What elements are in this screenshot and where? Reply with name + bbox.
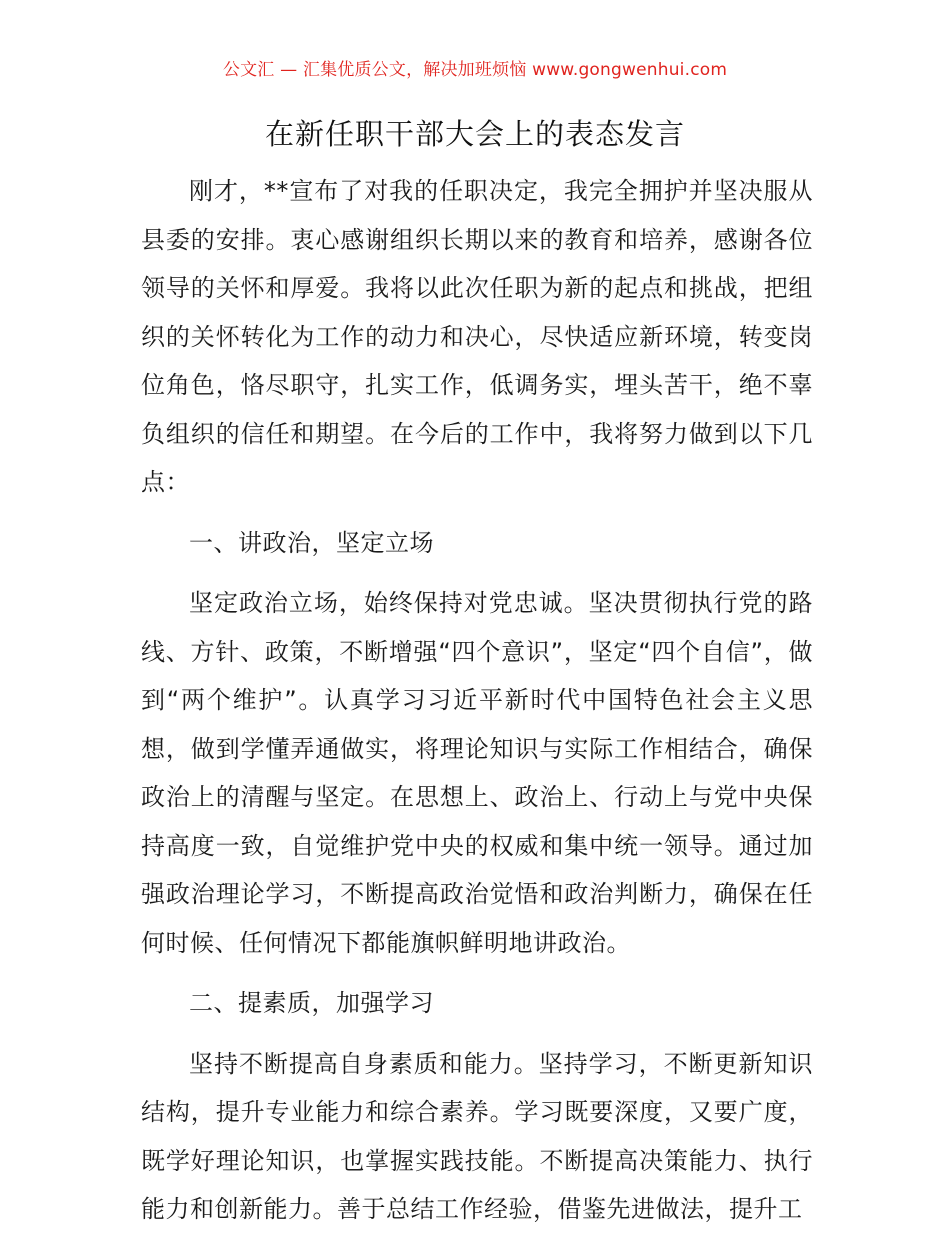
section-heading-1: 一、讲政治，坚定立场 [189, 528, 434, 557]
section-2-paragraph: 坚持不断提高自身素质和能力。坚持学习，不断更新知识结构，提升专业能力和综合素养。学习既要深度，又要广度，既学好理论知识，也掌握实践技能。不断提高决策能力、执行能力和创新能力。善于总结工作经验，借鉴先进做法，提升工 [141, 1049, 813, 1223]
section-1-paragraph: 坚定政治立场，始终保持对党忠诚。坚决贯彻执行党的路线、方针、政策，不断增强“四个意识”，坚定“四个自信”，做到“两个维护”。认真学习习近平新时代中国特色社会主义思想，做到学懂弄通做实，将理论知识与实际工作相结合，确保政治上的清醒与坚定。在思想上、政治上、行动上与党中央保持高度一致，自觉维护党中央的权威和集中统一领导。通过加强政治理论学习，不断提高政治觉悟和政治判断力，确保在任何时候、任何情况下都能旗帜鲜明地讲政治。 [141, 589, 813, 957]
document-title: 在新任职干部大会上的表态发言 [264, 117, 685, 151]
section-heading-2: 二、提素质，加强学习 [189, 989, 434, 1017]
site-header-banner: 公文汇 — 汇集优质公文，解决加班烦恼 www.gongwenhui.com [222, 60, 728, 80]
intro-paragraph: 刚才，**宣布了对我的任职决定，我完全拥护并坚决服从县委的安排。衷心感谢组织长期以来的教育和培养，感谢各位领导的关怀和厚爱。我将以此次任职为新的起点和挑战，把组织的关怀转化为工作的动力和决心，尽快适应新环境，转变岗位角色，恪尽职守，扎实工作，低调务实，埋头苦干，绝不辜负组织的信任和期望。在今后的工作中，我将努力做到以下几点： [141, 177, 813, 496]
document-body [141, 167, 813, 1234]
